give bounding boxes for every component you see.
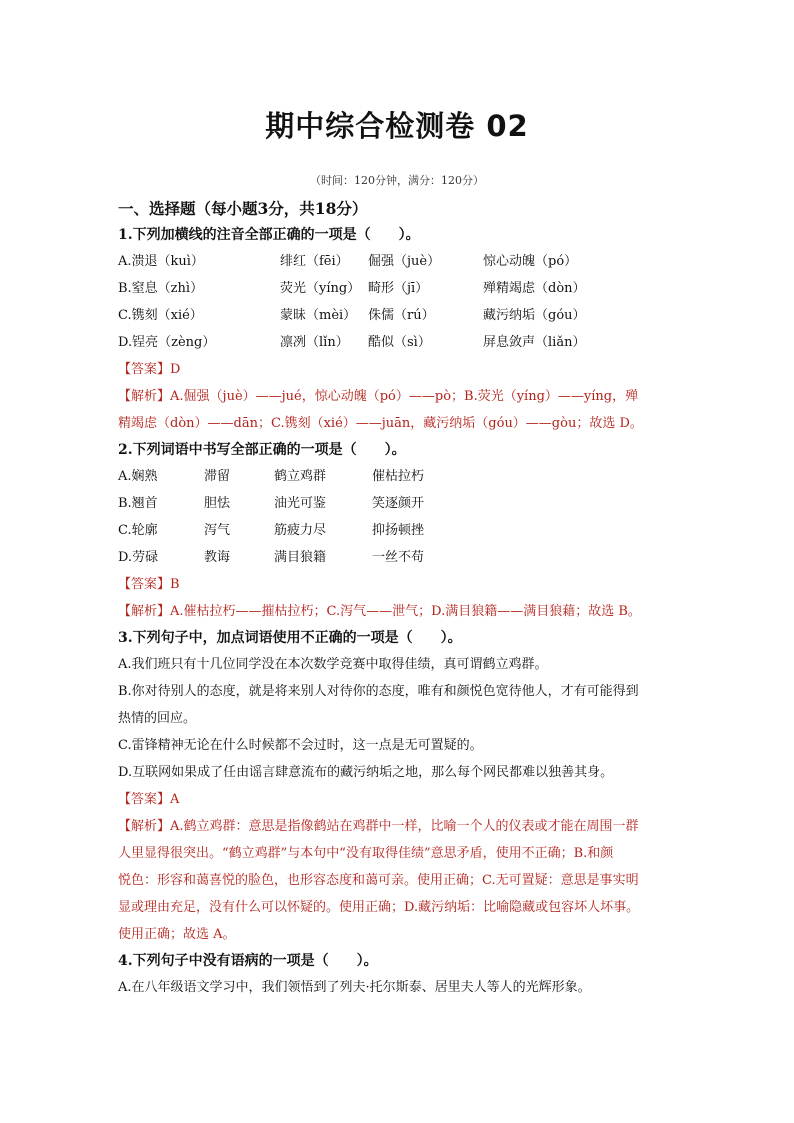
option-item: 蒙昧（mèi） xyxy=(280,308,357,323)
analysis-text: 悦色：形容和蔼喜悦的脸色，也形容态度和蔼可亲。使用正确；C.无可置疑：意思是事实明 xyxy=(118,873,639,888)
page-title: 期中综合检测卷 02 xyxy=(265,109,529,143)
answer-value: D xyxy=(170,362,181,377)
option-item: B.翘首 xyxy=(118,496,158,511)
question-1-stem: 1.下列加横线的注音全部正确的一项是（ ）。 xyxy=(118,227,420,243)
answer-value: B xyxy=(170,577,180,592)
question-4-option-a: A.在八年级语文学习中，我们领悟到了列夫·托尔斯泰、居里夫人等人的光辉形象。 xyxy=(118,980,591,995)
question-2-option-c xyxy=(118,517,678,544)
option-item: 催枯拉朽 xyxy=(372,469,425,484)
question-3-option-b xyxy=(118,678,678,732)
option-item: C.镌刻（xié） xyxy=(118,308,203,323)
question-2-stem: 2.下列词语中书写全部正确的一项是（ ）。 xyxy=(118,442,406,458)
option-item: A.溃退（kuì） xyxy=(118,254,204,269)
analysis-text: 精竭虑（dòn）——dān；C.镌刻（xié）——juān，藏污纳垢（góu）——gòu；故选 D。 xyxy=(118,416,643,431)
option-item: 一丝不苟 xyxy=(372,550,425,565)
option-item: 教诲 xyxy=(204,550,231,565)
option-item: 荧光（yíng） xyxy=(280,281,361,296)
option-item: 抑扬顿挫 xyxy=(372,523,425,538)
question-2-option-a xyxy=(118,463,678,490)
section-heading: 一、选择题（每小题3分，共18分） xyxy=(118,199,368,218)
question-2-option-b xyxy=(118,490,678,517)
option-text: 热情的回应。 xyxy=(118,711,197,726)
option-item: 酷似（sì） xyxy=(368,335,431,350)
option-item: 绯红（fēi） xyxy=(280,254,349,269)
option-item: D.劳碌 xyxy=(118,550,159,565)
question-3-stem: 3.下列句子中，加点词语使用不正确的一项是（ ）。 xyxy=(118,630,462,646)
analysis-text: A.倔强（juè）——jué，惊心动魄（pó）——pò；B.荧光（yíng）——yíng，殚 xyxy=(170,389,639,404)
question-3-answer xyxy=(118,786,678,813)
option-item: 鹤立鸡群 xyxy=(274,469,327,484)
analysis-text: A.催枯拉朽——摧枯拉朽；C.泻气——泄气；D.满目狼籍——满目狼藉；故选 B。 xyxy=(170,604,641,619)
option-item: 筋疲力尽 xyxy=(274,523,327,538)
analysis-text: 使用正确；故选 A。 xyxy=(118,927,236,942)
analysis-text: A.鹤立鸡群：意思是指像鹤站在鸡群中一样，比喻一个人的仪表或才能在周围一群 xyxy=(170,819,639,834)
option-item: 畸形（jī） xyxy=(368,281,429,296)
analysis-label: 【解析】 xyxy=(118,819,171,834)
option-item: 油光可鉴 xyxy=(274,496,327,511)
option-item: 满目狼籍 xyxy=(274,550,327,565)
option-item: 藏污纳垢（góu） xyxy=(483,308,586,323)
question-2-analysis xyxy=(118,598,678,625)
question-3-option-a: A.我们班只有十几位同学没在本次数学竞赛中取得佳绩，真可谓鹤立鸡群。 xyxy=(118,657,548,672)
question-1-option-a xyxy=(118,248,678,275)
analysis-label: 【解析】 xyxy=(118,604,171,619)
option-item: 殚精竭虑（dòn） xyxy=(483,281,586,296)
question-2-answer xyxy=(118,571,678,598)
option-item: 滞留 xyxy=(204,469,231,484)
question-1-option-c xyxy=(118,302,678,329)
option-item: 凛冽（lǐn） xyxy=(280,335,349,350)
answer-label: 【答案】 xyxy=(118,577,171,592)
question-3-option-c: C.雷锋精神无论在什么时候都不会过时，这一点是无可置疑的。 xyxy=(118,738,483,753)
answer-value: A xyxy=(170,792,180,807)
option-item: 笑逐颜开 xyxy=(372,496,425,511)
option-item: 倔强（juè） xyxy=(368,254,441,269)
analysis-label: 【解析】 xyxy=(118,389,171,404)
option-item: 屏息敛声（liǎn） xyxy=(483,335,586,350)
option-item: 惊心动魄（pó） xyxy=(483,254,578,269)
analysis-text: 显或理由充足，没有什么可以怀疑的。使用正确；D.藏污纳垢：比喻隐藏或包容坏人坏事。 xyxy=(118,900,640,915)
question-1-option-b xyxy=(118,275,678,302)
option-item: C.轮廓 xyxy=(118,523,158,538)
exam-content xyxy=(118,196,678,1001)
question-2-option-d xyxy=(118,544,678,571)
option-item: B.窒息（zhì） xyxy=(118,281,204,296)
question-1-answer xyxy=(118,356,678,383)
analysis-text: 人里显得很突出。“鹤立鸡群”与本句中“没有取得佳绩”意思矛盾，使用不正确；B.和颜 xyxy=(118,846,614,861)
option-item: 胆怯 xyxy=(204,496,231,511)
option-item: D.锃亮（zèng） xyxy=(118,335,216,350)
question-1-option-d xyxy=(118,329,678,356)
question-3-option-d: D.互联网如果成了任由谣言肆意流布的藏污纳垢之地，那么每个网民都难以独善其身。 xyxy=(118,765,614,780)
question-3-analysis xyxy=(118,813,678,948)
exam-time-score: （时间：120分钟，满分：120分） xyxy=(310,174,484,187)
answer-label: 【答案】 xyxy=(118,362,171,377)
option-item: A.娴熟 xyxy=(118,469,158,484)
option-item: 侏儒（rú） xyxy=(368,308,435,323)
option-item: 泻气 xyxy=(204,523,231,538)
question-1-analysis xyxy=(118,383,678,437)
question-4-stem: 4.下列句子中没有语病的一项是（ ）。 xyxy=(118,953,378,969)
answer-label: 【答案】 xyxy=(118,792,171,807)
option-text: B.你对待别人的态度，就是将来别人对待你的态度，唯有和颜悦色宽待他人，才有可能得到 xyxy=(118,684,639,699)
